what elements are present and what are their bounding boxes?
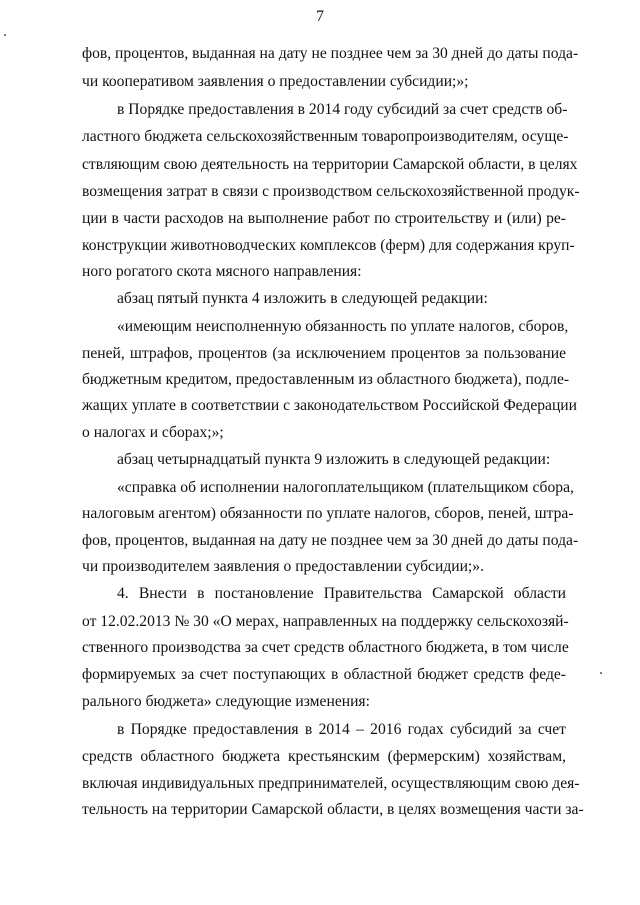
text-line: в Порядке предоставления в 2014 – 2016 годах субсидий за счет bbox=[117, 721, 566, 738]
text-line: формируемых за счет поступающих в областной бюджет средств феде- bbox=[82, 666, 566, 683]
text-line: включая индивидуальных предпринимателей, осуществляющим свою дея- bbox=[82, 775, 580, 792]
text-line: 4. Внести в постановление Правительства Самарской области bbox=[117, 585, 566, 602]
text-line: ного рогатого скота мясного направления: bbox=[82, 263, 362, 280]
text-line: ствляющим свою деятельность на территории Самарской области, в целях bbox=[82, 156, 578, 173]
text-line: чи производителем заявления о предоставлении субсидии;». bbox=[82, 558, 484, 575]
text-line: от 12.02.2013 № 30 «О мерах, направленных на поддержку сельскохозяй- bbox=[82, 613, 569, 630]
text-line: о налогах и сборах;»; bbox=[82, 424, 224, 441]
text-line: рального бюджета» следующие изменения: bbox=[82, 693, 370, 710]
scan-speck bbox=[4, 34, 6, 36]
text-line: фов, процентов, выданная на дату не позднее чем за 30 дней до даты пода- bbox=[82, 45, 579, 62]
text-line: ственного производства за счет средств областного бюджета, в том числе bbox=[82, 639, 569, 656]
text-line: налоговым агентом) обязанности по уплате налогов, сборов, пеней, штра- bbox=[82, 505, 574, 522]
text-line: «справка об исполнении налогоплательщиком (плательщиком сбора, bbox=[117, 479, 574, 496]
text-line: чи кооперативом заявления о предоставлении субсидии;»; bbox=[82, 73, 469, 90]
text-line: жащих уплате в соответствии с законодательством Российской Федерации bbox=[82, 397, 577, 414]
text-line: «имеющим неисполненную обязанность по уплате налогов, сборов, bbox=[117, 318, 569, 335]
text-line: абзац четырнадцатый пункта 9 изложить в следующей редакции: bbox=[117, 451, 551, 468]
text-line: фов, процентов, выданная на дату не позднее чем за 30 дней до даты пода- bbox=[82, 532, 579, 549]
page-number: 7 bbox=[316, 8, 324, 25]
text-line: пеней, штрафов, процентов (за исключением процентов за пользование bbox=[82, 345, 566, 362]
text-line: средств областного бюджета крестьянским (фермерским) хозяйствам, bbox=[82, 748, 566, 765]
text-line: ластного бюджета сельскохозяйственным товаропроизводителям, осуще- bbox=[82, 128, 569, 145]
text-line: бюджетным кредитом, предоставленным из областного бюджета), подле- bbox=[82, 371, 570, 388]
scan-speck bbox=[600, 672, 602, 674]
text-line: возмещения затрат в связи с производством сельскохозяйственной продук- bbox=[82, 183, 580, 200]
text-line: конструкции животноводческих комплексов (ферм) для содержания круп- bbox=[82, 237, 575, 254]
text-line: тельность на территории Самарской области, в целях возмещения части за- bbox=[82, 801, 584, 818]
text-line: в Порядке предоставления в 2014 году субсидий за счет средств об- bbox=[117, 101, 568, 118]
text-line: абзац пятый пункта 4 изложить в следующей редакции: bbox=[117, 290, 488, 307]
text-line: ции в части расходов на выполнение работ по строительству и (или) ре- bbox=[82, 210, 566, 227]
